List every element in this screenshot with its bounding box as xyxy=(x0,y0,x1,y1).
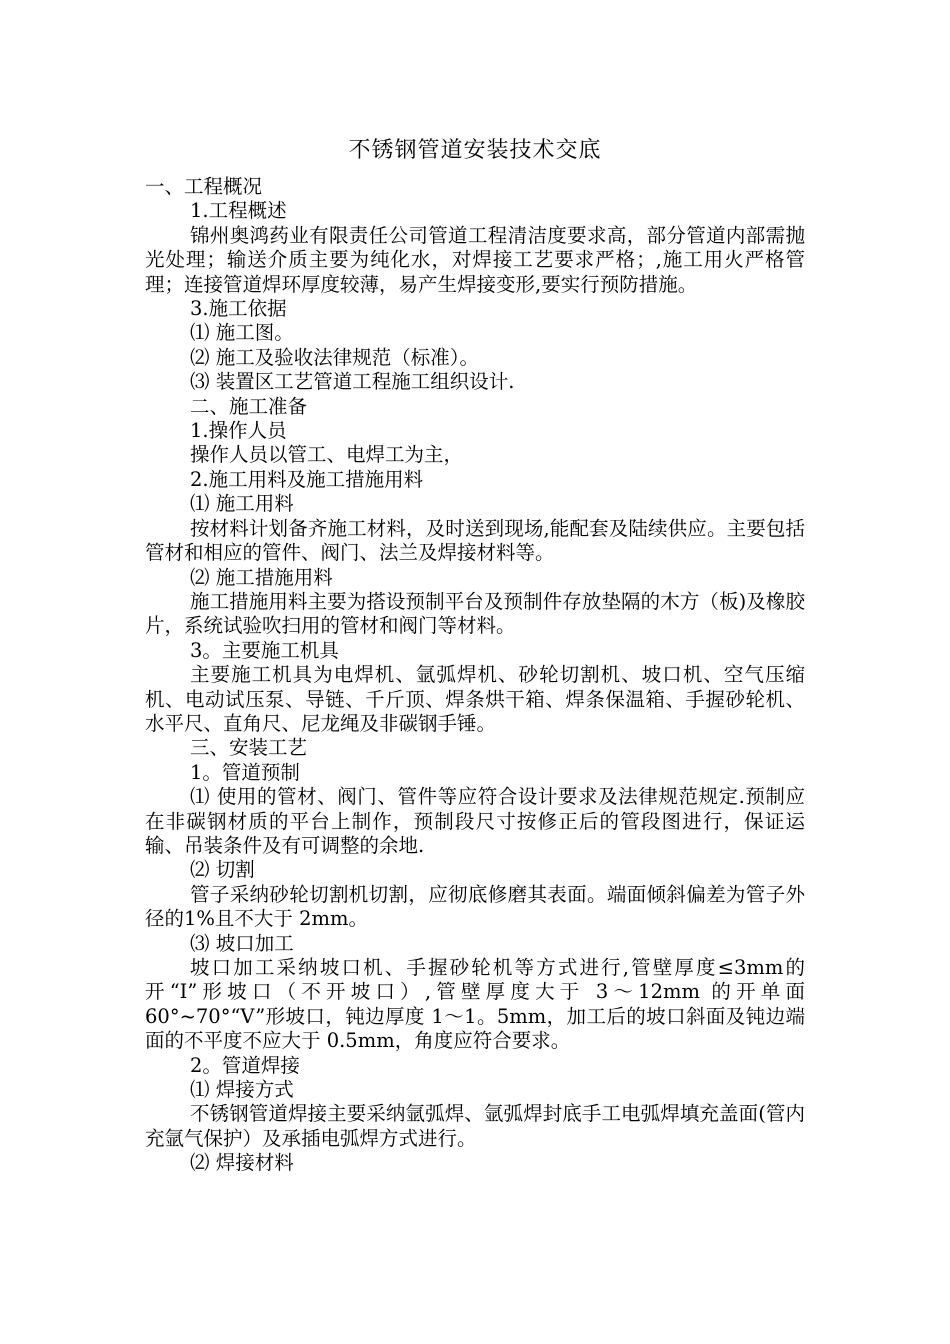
list-item: ⑵ 施工措施用料 xyxy=(190,565,333,589)
subsection-heading: 3.施工依据 xyxy=(190,297,287,321)
subsection-heading: 2。管道焊接 xyxy=(190,1053,300,1077)
subsection-heading: 1.工程概述 xyxy=(190,199,287,223)
section-heading: 二、施工准备 xyxy=(190,394,308,418)
list-item: ⑶ 坡口加工 xyxy=(190,931,294,955)
body-paragraph: ⑴ 使用的管材、阀门、管件等应符合设计要求及法律规范规定.预制应在非碳钢材质的平台上制作，预制段尺寸按修正后的管段图进行，保证运输、吊装条件及有可调整的余地. xyxy=(145,785,805,857)
body-paragraph: 施工措施用料主要为搭设预制平台及预制件存放垫隔的木方（板)及橡胶片，系统试验吹扫用的管材和阀门等材料。 xyxy=(145,589,805,638)
subsection-heading: 1.操作人员 xyxy=(190,419,287,443)
section-heading: 三、安装工艺 xyxy=(190,736,308,760)
body-paragraph: 按材料计划备齐施工材料，及时送到现场,能配套及陆续供应。主要包括管材和相应的管件、阀门、法兰及焊接材料等。 xyxy=(145,516,805,565)
list-item: ⑵ 切割 xyxy=(190,858,255,882)
body-paragraph: 管子采纳砂轮切割机切割，应彻底修磨其表面。端面倾斜偏差为管子外径的1%且不大于 2mm。 xyxy=(145,882,805,931)
subsection-heading: 2.施工用料及施工措施用料 xyxy=(190,467,424,491)
list-item: ⑵ 焊接材料 xyxy=(190,1151,294,1175)
list-item: ⑴ 施工用料 xyxy=(190,492,294,516)
body-paragraph: 坡口加工采纳坡口机、手握砂轮机等方式进行,管壁厚度≤3mm的开“I”形坡口（不开坡口）,管壁厚度大于 3～12mm 的开单面 60°~70°“V”形坡口，钝边厚度 1～1。5mm，加工后的坡口斜面及钝边端面的不平度不应大于 0.5mm，角度应符合要求。 xyxy=(145,956,805,1053)
section-heading: 一、工程概况 xyxy=(145,175,263,198)
body-paragraph: 操作人员以管工、电焊工为主， xyxy=(190,443,464,467)
document-body xyxy=(145,175,805,1176)
list-item: ⑶ 装置区工艺管道工程施工组织设计. xyxy=(190,370,515,394)
list-item: ⑴ 施工图。 xyxy=(190,321,294,345)
list-item: ⑴ 焊接方式 xyxy=(190,1078,294,1102)
list-item: ⑵ 施工及验收法律规范（标准）。 xyxy=(190,345,479,369)
body-paragraph: 不锈钢管道焊接主要采纳氩弧焊、氩弧焊封底手工电弧焊填充盖面(管内充氩气保护）及承插电弧焊方式进行。 xyxy=(145,1102,805,1150)
body-paragraph: 锦州奥鸿药业有限责任公司管道工程清洁度要求高，部分管道内部需抛光处理；输送介质主要为纯化水，对焊接工艺要求严格；,施工用火严格管理；连接管道焊环厚度较薄，易产生焊接变形,要实行预防措施。 xyxy=(145,223,805,296)
subsection-heading: 1。管道预制 xyxy=(190,760,300,784)
body-paragraph: 主要施工机具为电焊机、氩弧焊机、砂轮切割机、坡口机、空气压缩机、电动试压泵、导链、千斤顶、焊条烘干箱、焊条保温箱、手握砂轮机、水平尺、直角尺、尼龙绳及非碳钢手锤。 xyxy=(145,663,805,735)
document-title: 不锈钢管道安装技术交底 xyxy=(348,138,602,163)
subsection-heading: 3。主要施工机具 xyxy=(190,638,339,662)
